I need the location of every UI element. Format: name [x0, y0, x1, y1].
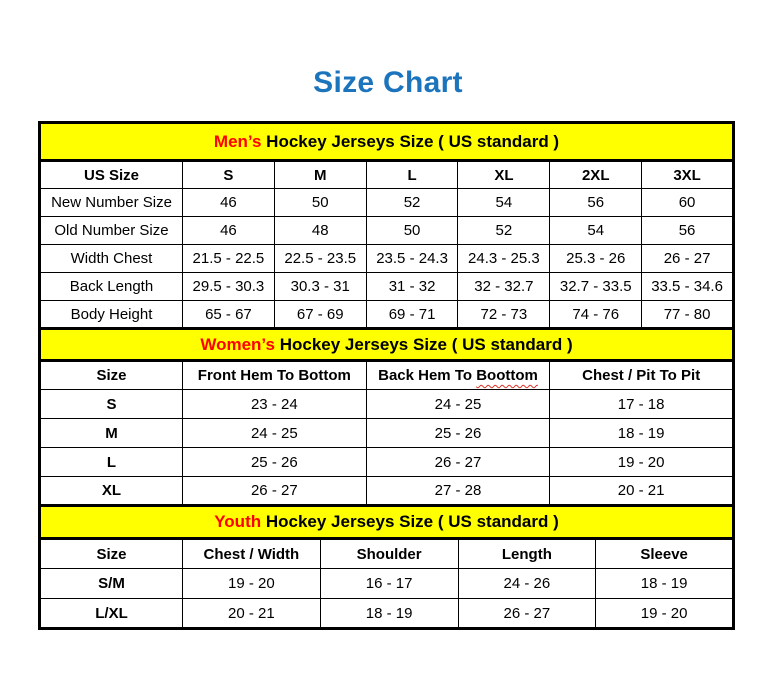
row-label: Back Length [40, 273, 183, 301]
column-header: Back Hem To Boottom [366, 361, 550, 390]
size-value-cell: 77 - 80 [642, 301, 734, 329]
size-value-cell: 56 [642, 217, 734, 245]
size-tables [38, 121, 735, 630]
row-label: L [40, 448, 183, 477]
row-label: S [40, 390, 183, 419]
size-value-cell: 46 [183, 189, 275, 217]
section-title-mens [40, 123, 734, 161]
size-value-cell: 30.3 - 31 [274, 273, 366, 301]
column-header: Shoulder [320, 539, 458, 569]
table-row [40, 301, 734, 329]
column-header: Front Hem To Bottom [183, 361, 367, 390]
size-value-cell: 19 - 20 [550, 448, 734, 477]
table-row [40, 599, 734, 629]
section-title-highlight: Men’s [213, 131, 262, 151]
size-value-cell: 20 - 21 [183, 599, 321, 629]
row-label: XL [40, 477, 183, 506]
size-value-cell: 19 - 20 [183, 569, 321, 599]
size-value-cell: 56 [550, 189, 642, 217]
size-value-cell: 48 [274, 217, 366, 245]
youth-size-table [38, 504, 735, 630]
column-header: Chest / Pit To Pit [550, 361, 734, 390]
column-header: Length [458, 539, 596, 569]
size-value-cell: 24 - 26 [458, 569, 596, 599]
size-value-cell: 33.5 - 34.6 [642, 273, 734, 301]
column-header: 2XL [550, 161, 642, 189]
size-value-cell: 23 - 24 [183, 390, 367, 419]
size-value-cell: 18 - 19 [550, 419, 734, 448]
size-value-cell: 69 - 71 [366, 301, 458, 329]
row-label: Old Number Size [40, 217, 183, 245]
column-header-row [40, 361, 734, 390]
section-title-rest: Hockey Jerseys Size ( US standard ) [261, 512, 559, 531]
column-header: US Size [40, 161, 183, 189]
mens-size-table [38, 121, 735, 330]
size-value-cell: 24 - 25 [183, 419, 367, 448]
size-value-cell: 21.5 - 22.5 [183, 245, 275, 273]
table-row [40, 477, 734, 506]
size-value-cell: 50 [274, 189, 366, 217]
column-header: M [274, 161, 366, 189]
row-label: L/XL [40, 599, 183, 629]
size-value-cell: 54 [458, 189, 550, 217]
table-row [40, 273, 734, 301]
size-value-cell: 20 - 21 [550, 477, 734, 506]
size-value-cell: 31 - 32 [366, 273, 458, 301]
size-value-cell: 32.7 - 33.5 [550, 273, 642, 301]
size-value-cell: 26 - 27 [366, 448, 550, 477]
section-header-row [40, 506, 734, 539]
section-header-row [40, 329, 734, 361]
section-title-highlight: Women’s [200, 334, 275, 354]
size-value-cell: 50 [366, 217, 458, 245]
column-header: 3XL [642, 161, 734, 189]
size-value-cell: 16 - 17 [320, 569, 458, 599]
size-value-cell: 65 - 67 [183, 301, 275, 329]
size-value-cell: 26 - 27 [183, 477, 367, 506]
section-title-highlight: Youth [214, 512, 262, 531]
size-value-cell: 32 - 32.7 [458, 273, 550, 301]
section-title-rest: Hockey Jerseys Size ( US standard ) [261, 131, 560, 151]
section-title-rest: Hockey Jerseys Size ( US standard ) [274, 334, 573, 354]
size-value-cell: 26 - 27 [642, 245, 734, 273]
table-row [40, 419, 734, 448]
page-title: Size Chart [313, 66, 463, 99]
table-row [40, 245, 734, 273]
size-value-cell: 25 - 26 [366, 419, 550, 448]
row-label: Body Height [40, 301, 183, 329]
column-header: XL [458, 161, 550, 189]
size-value-cell: 60 [642, 189, 734, 217]
table-row [40, 390, 734, 419]
table-row [40, 189, 734, 217]
row-label: S/M [40, 569, 183, 599]
size-value-cell: 23.5 - 24.3 [366, 245, 458, 273]
row-label: M [40, 419, 183, 448]
column-header-row [40, 161, 734, 189]
column-header: L [366, 161, 458, 189]
table-row [40, 217, 734, 245]
size-value-cell: 52 [458, 217, 550, 245]
size-value-cell: 18 - 19 [596, 569, 734, 599]
size-value-cell: 18 - 19 [320, 599, 458, 629]
column-header: Size [40, 539, 183, 569]
size-value-cell: 26 - 27 [458, 599, 596, 629]
column-header: Sleeve [596, 539, 734, 569]
size-value-cell: 46 [183, 217, 275, 245]
column-header: Size [40, 361, 183, 390]
size-value-cell: 29.5 - 30.3 [183, 273, 275, 301]
size-value-cell: 22.5 - 23.5 [274, 245, 366, 273]
row-label: New Number Size [40, 189, 183, 217]
table-row [40, 569, 734, 599]
size-value-cell: 54 [550, 217, 642, 245]
size-value-cell: 24 - 25 [366, 390, 550, 419]
section-title-womens [40, 329, 734, 361]
size-value-cell: 27 - 28 [366, 477, 550, 506]
size-value-cell: 67 - 69 [274, 301, 366, 329]
size-value-cell: 17 - 18 [550, 390, 734, 419]
size-value-cell: 72 - 73 [458, 301, 550, 329]
size-value-cell: 25 - 26 [183, 448, 367, 477]
column-header: Chest / Width [183, 539, 321, 569]
row-label: Width Chest [40, 245, 183, 273]
size-value-cell: 52 [366, 189, 458, 217]
section-header-row [40, 123, 734, 161]
section-title-youth [40, 506, 734, 539]
column-header-row [40, 539, 734, 569]
size-value-cell: 19 - 20 [596, 599, 734, 629]
size-value-cell: 25.3 - 26 [550, 245, 642, 273]
size-value-cell: 74 - 76 [550, 301, 642, 329]
misspelled-word: Boottom [476, 367, 538, 384]
table-row [40, 448, 734, 477]
column-header: S [183, 161, 275, 189]
womens-size-table [38, 327, 735, 507]
size-value-cell: 24.3 - 25.3 [458, 245, 550, 273]
